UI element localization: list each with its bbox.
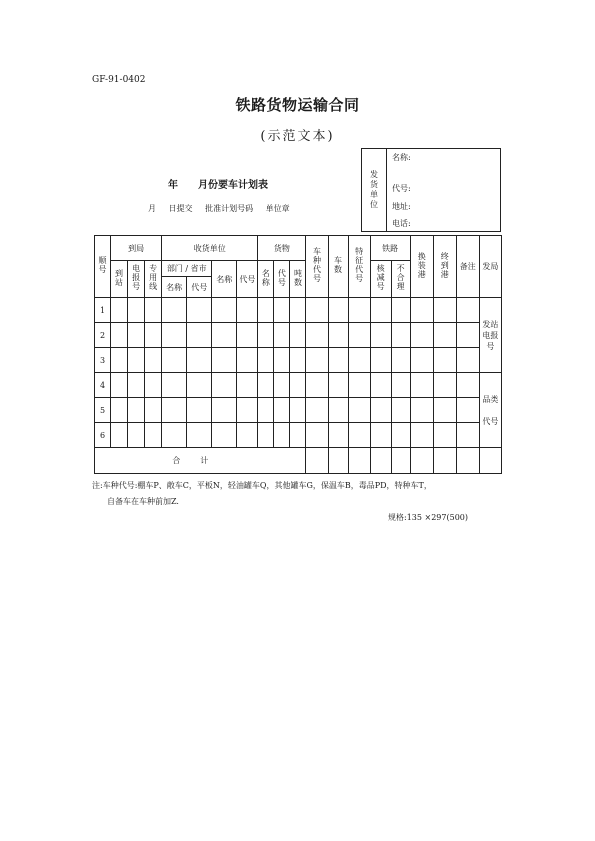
- row-number: 5: [95, 398, 111, 423]
- header-final-port: 终到港: [433, 236, 456, 298]
- sender-box: [361, 148, 501, 232]
- sender-code-field: 代号:: [392, 184, 411, 193]
- header-dept-name: 名称: [162, 277, 187, 298]
- plan-title-label: 月份要车计划表: [198, 180, 268, 191]
- header-dept-code: 代号: [187, 277, 212, 298]
- header-siding: 专用线: [145, 261, 162, 298]
- side-station-telegram: 发站电报号: [479, 298, 501, 373]
- total-label: 合计: [95, 448, 306, 474]
- side-category-label: 品类: [482, 394, 499, 404]
- header-send-bureau: 发局: [479, 236, 501, 298]
- row-number: 1: [95, 298, 111, 323]
- note-car-type-codes: 注:车种代号:棚车P、敞车C，平板N，轻油罐车Q，其他罐车G，保温车B，毒品PD，特种车T，: [92, 481, 432, 490]
- header-car-count: 车数: [328, 236, 348, 298]
- header-telegram: 电报号: [128, 261, 145, 298]
- header-consignee-code: 代号: [237, 261, 258, 298]
- sender-name-field: 名称:: [392, 153, 411, 162]
- sender-label: 发货单位: [362, 149, 387, 231]
- header-arrival-bureau: 到局: [111, 236, 162, 261]
- document-subtitle: (示范文本): [260, 129, 335, 144]
- header-consignee: 收货单位: [162, 236, 258, 261]
- form-code: GF-91-0402: [92, 75, 146, 85]
- header-goods-name: 名称: [258, 261, 274, 298]
- side-category-code: [479, 373, 501, 448]
- plan-title: [168, 176, 268, 191]
- row-number: 6: [95, 423, 111, 448]
- row-number: 3: [95, 348, 111, 373]
- submit-plan-no: 批准计划号码: [205, 204, 254, 213]
- header-consignee-name: 名称: [212, 261, 237, 298]
- document-title: 铁路货物运输合同: [235, 96, 360, 114]
- submit-month: 月: [148, 204, 156, 213]
- header-approved: 核减号: [370, 261, 391, 298]
- header-car-type: 车种代号: [306, 236, 328, 298]
- submit-line: [148, 203, 300, 214]
- header-remark: 备注: [456, 236, 479, 298]
- plan-table: [94, 235, 502, 474]
- spec-label: 规格:135 ×297(500): [388, 513, 468, 522]
- header-feature: 特征代号: [348, 236, 370, 298]
- header-seq: 顺号: [95, 236, 111, 298]
- header-transfer-port: 换装港: [410, 236, 433, 298]
- side-category-code-label: 代号: [482, 416, 499, 426]
- submit-day: 日提交: [168, 204, 193, 213]
- row-number: 2: [95, 323, 111, 348]
- header-goods-code: 代号: [274, 261, 290, 298]
- header-tons: 吨数: [290, 261, 306, 298]
- header-railway: 铁路: [370, 236, 410, 261]
- header-unreasonable: 不合理: [391, 261, 410, 298]
- header-dept: 部门 / 省市: [162, 261, 212, 277]
- header-to-station: 到站: [111, 261, 128, 298]
- sender-address-field: 地址:: [392, 202, 411, 211]
- note-private-car: 自备车在车种前加Z.: [107, 497, 179, 506]
- plan-year-label: 年: [168, 180, 178, 191]
- header-goods: 货物: [258, 236, 306, 261]
- submit-stamp: 单位章: [265, 204, 290, 213]
- sender-phone-field: 电话:: [392, 219, 411, 228]
- row-number: 4: [95, 373, 111, 398]
